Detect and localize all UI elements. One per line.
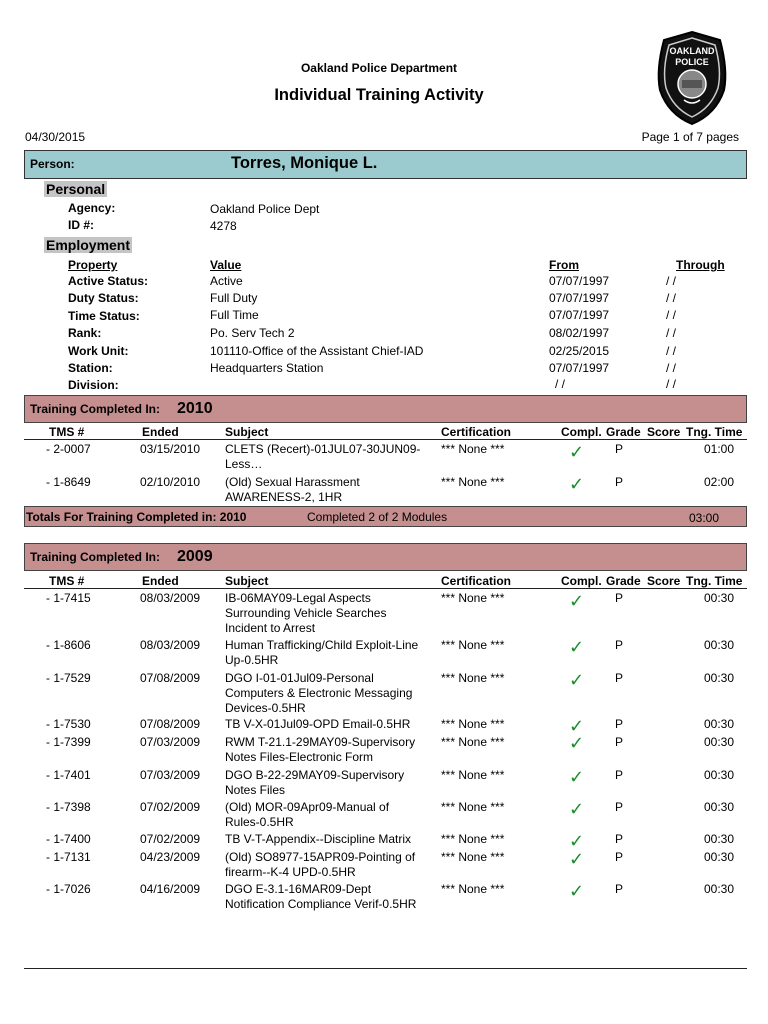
badge-top-text: OAKLAND xyxy=(669,46,715,56)
employment-from: 07/07/1997 xyxy=(549,361,610,375)
check-icon: ✓ xyxy=(569,849,585,869)
row-ended: 07/03/2009 xyxy=(140,735,201,749)
row-tms: - 1-8649 xyxy=(46,475,91,489)
row-time: 00:30 xyxy=(704,735,735,749)
row-ended: 03/15/2010 xyxy=(140,442,201,456)
row-ended: 07/02/2009 xyxy=(140,800,201,814)
row-certification: *** None *** xyxy=(441,735,505,749)
row-certification: *** None *** xyxy=(441,475,505,489)
row-time: 00:30 xyxy=(704,591,735,605)
row-ended: 04/16/2009 xyxy=(140,882,201,896)
row-subject: RWM T-21.1-29MAY09-Supervisory Notes Files-Electronic Form xyxy=(225,735,416,764)
page-count: Page 1 of 7 pages xyxy=(641,130,739,144)
row-grade: P xyxy=(615,475,624,489)
col-ended: Ended xyxy=(142,574,179,588)
training-2010-label: Training Completed In: xyxy=(30,402,161,416)
employment-value: Active xyxy=(210,274,243,288)
employment-through: / / xyxy=(666,308,677,322)
row-subject: CLETS (Recert)-01JUL07-30JUN09-Less… xyxy=(225,442,421,471)
row-certification: *** None *** xyxy=(441,832,505,846)
person-label: Person: xyxy=(30,157,75,171)
check-icon: ✓ xyxy=(569,442,585,462)
row-certification: *** None *** xyxy=(441,768,505,782)
col-grade: Grade xyxy=(606,425,641,439)
row-subject: (Old) SO8977-15APR09-Pointing of firearm--K-4 UPD-0.5HR xyxy=(225,850,416,879)
check-icon: ✓ xyxy=(569,881,585,901)
row-certification: *** None *** xyxy=(441,591,505,605)
row-subject: DGO I-01-01Jul09-Personal Computers & Electronic Messaging Devices-0.5HR xyxy=(225,671,413,715)
employment-through: / / xyxy=(666,344,677,358)
row-subject: (Old) Sexual Harassment AWARENESS-2, 1HR xyxy=(225,475,360,504)
row-certification: *** None *** xyxy=(441,442,505,456)
employment-property: Rank: xyxy=(68,326,102,340)
row-ended: 07/03/2009 xyxy=(140,768,201,782)
employment-from: 07/07/1997 xyxy=(549,308,610,322)
employment-from: 07/07/1997 xyxy=(549,274,610,288)
employment-col-through: Through xyxy=(676,258,725,272)
employment-property: Station: xyxy=(68,361,113,375)
employment-through: / / xyxy=(666,291,677,305)
employment-col-property: Property xyxy=(68,258,118,272)
employment-value: Headquarters Station xyxy=(210,361,324,375)
check-icon: ✓ xyxy=(569,831,585,851)
row-ended: 07/08/2009 xyxy=(140,671,201,685)
col-score: Score xyxy=(647,574,681,588)
row-time: 00:30 xyxy=(704,717,735,731)
row-tms: - 1-7530 xyxy=(46,717,91,731)
check-icon: ✓ xyxy=(569,670,585,690)
id-value: 4278 xyxy=(210,219,237,233)
row-tms: - 2-0007 xyxy=(46,442,91,456)
row-tms: - 1-7401 xyxy=(46,768,91,782)
training-2009-year: 2009 xyxy=(177,548,213,565)
row-grade: P xyxy=(615,591,624,605)
agency-value: Oakland Police Dept xyxy=(210,202,320,216)
col-tng-time: Tng. Time xyxy=(686,425,743,439)
col-compl: Compl. xyxy=(561,425,602,439)
report-title: Individual Training Activity xyxy=(274,86,484,104)
row-grade: P xyxy=(615,882,624,896)
employment-value: Po. Serv Tech 2 xyxy=(210,326,295,340)
row-grade: P xyxy=(615,832,624,846)
employment-through: / / xyxy=(666,361,677,375)
row-tms: - 1-7415 xyxy=(46,591,91,605)
row-subject: DGO E-3.1-16MAR09-Dept Notification Compliance Verif-0.5HR xyxy=(225,882,417,911)
row-time: 00:30 xyxy=(704,768,735,782)
row-grade: P xyxy=(615,800,624,814)
employment-heading: Employment xyxy=(46,237,131,253)
employment-from: / / xyxy=(555,377,566,391)
row-time: 00:30 xyxy=(704,638,735,652)
police-badge-logo xyxy=(654,30,730,126)
row-certification: *** None *** xyxy=(441,717,505,731)
employment-property: Division: xyxy=(68,378,119,392)
badge-bottom-text: POLICE xyxy=(675,57,709,67)
row-time: 00:30 xyxy=(704,800,735,814)
row-tms: - 1-7400 xyxy=(46,832,91,846)
check-icon: ✓ xyxy=(569,799,585,819)
row-time: 00:30 xyxy=(704,850,735,864)
row-subject: Human Trafficking/Child Exploit-Line Up-0.5HR xyxy=(225,638,419,667)
row-tms: - 1-8606 xyxy=(46,638,91,652)
divider xyxy=(24,588,747,589)
row-subject: DGO B-22-29MAY09-Supervisory Notes Files xyxy=(225,768,405,797)
row-grade: P xyxy=(615,735,624,749)
check-icon: ✓ xyxy=(569,474,585,494)
row-ended: 02/10/2010 xyxy=(140,475,201,489)
check-icon: ✓ xyxy=(569,767,585,787)
row-time: 02:00 xyxy=(704,475,735,489)
row-tms: - 1-7026 xyxy=(46,882,91,896)
row-ended: 07/08/2009 xyxy=(140,717,201,731)
col-tms: TMS # xyxy=(49,425,85,439)
employment-through: / / xyxy=(666,377,677,391)
row-grade: P xyxy=(615,717,624,731)
col-tms: TMS # xyxy=(49,574,85,588)
totals-label: Totals For Training Completed in: 2010 xyxy=(26,510,247,524)
col-ended: Ended xyxy=(142,425,179,439)
row-ended: 08/03/2009 xyxy=(140,638,201,652)
col-subject: Subject xyxy=(225,574,269,588)
employment-value: Full Duty xyxy=(210,291,258,305)
employment-from: 02/25/2015 xyxy=(549,344,610,358)
row-subject: TB V-X-01Jul09-OPD Email-0.5HR xyxy=(225,717,411,731)
person-bar xyxy=(24,150,747,179)
col-certification: Certification xyxy=(441,574,512,588)
row-certification: *** None *** xyxy=(441,638,505,652)
employment-value: Full Time xyxy=(210,308,259,322)
check-icon: ✓ xyxy=(569,637,585,657)
check-icon: ✓ xyxy=(569,716,585,736)
row-certification: *** None *** xyxy=(441,850,505,864)
employment-col-from: From xyxy=(549,258,579,272)
id-label: ID #: xyxy=(68,218,95,232)
row-grade: P xyxy=(615,768,624,782)
employment-property: Work Unit: xyxy=(68,344,129,358)
row-certification: *** None *** xyxy=(441,671,505,685)
report-date: 04/30/2015 xyxy=(25,130,86,144)
row-time: 00:30 xyxy=(704,882,735,896)
employment-from: 08/02/1997 xyxy=(549,326,610,340)
col-tng-time: Tng. Time xyxy=(686,574,743,588)
check-icon: ✓ xyxy=(569,591,585,611)
row-grade: P xyxy=(615,850,624,864)
row-ended: 08/03/2009 xyxy=(140,591,201,605)
row-grade: P xyxy=(615,638,624,652)
row-subject: (Old) MOR-09Apr09-Manual of Rules-0.5HR xyxy=(225,800,390,829)
employment-property: Active Status: xyxy=(68,274,149,288)
row-subject: IB-06MAY09-Legal Aspects Surrounding Vehicle Searches Incident to Arrest xyxy=(225,591,387,635)
person-name: Torres, Monique L. xyxy=(231,154,378,172)
employment-value: 101110-Office of the Assistant Chief-IAD xyxy=(210,344,424,358)
row-time: 00:30 xyxy=(704,671,735,685)
employment-col-value: Value xyxy=(210,258,242,272)
personal-heading: Personal xyxy=(46,181,106,197)
check-icon: ✓ xyxy=(569,733,585,753)
col-grade: Grade xyxy=(606,574,641,588)
employment-from: 07/07/1997 xyxy=(549,291,610,305)
divider xyxy=(24,439,747,440)
employment-through: / / xyxy=(666,274,677,288)
department-name: Oakland Police Department xyxy=(300,61,458,75)
row-subject: TB V-T-Appendix--Discipline Matrix xyxy=(225,832,412,846)
employment-property: Duty Status: xyxy=(68,291,139,305)
totals-modules: Completed 2 of 2 Modules xyxy=(307,510,448,524)
row-time: 01:00 xyxy=(704,442,735,456)
row-tms: - 1-7529 xyxy=(46,671,91,685)
employment-through: / / xyxy=(666,326,677,340)
col-compl: Compl. xyxy=(561,574,602,588)
training-2009-label: Training Completed In: xyxy=(30,550,161,564)
row-ended: 07/02/2009 xyxy=(140,832,201,846)
row-grade: P xyxy=(615,442,624,456)
row-certification: *** None *** xyxy=(441,882,505,896)
page-footer-divider xyxy=(24,968,747,969)
row-ended: 04/23/2009 xyxy=(140,850,201,864)
employment-property: Time Status: xyxy=(68,309,140,323)
col-subject: Subject xyxy=(225,425,269,439)
row-tms: - 1-7399 xyxy=(46,735,91,749)
row-tms: - 1-7131 xyxy=(46,850,91,864)
training-2010-year: 2010 xyxy=(177,400,213,417)
col-certification: Certification xyxy=(441,425,512,439)
row-certification: *** None *** xyxy=(441,800,505,814)
totals-time: 03:00 xyxy=(689,511,720,525)
col-score: Score xyxy=(647,425,681,439)
row-grade: P xyxy=(615,671,624,685)
row-time: 00:30 xyxy=(704,832,735,846)
row-tms: - 1-7398 xyxy=(46,800,91,814)
agency-label: Agency: xyxy=(68,201,116,215)
